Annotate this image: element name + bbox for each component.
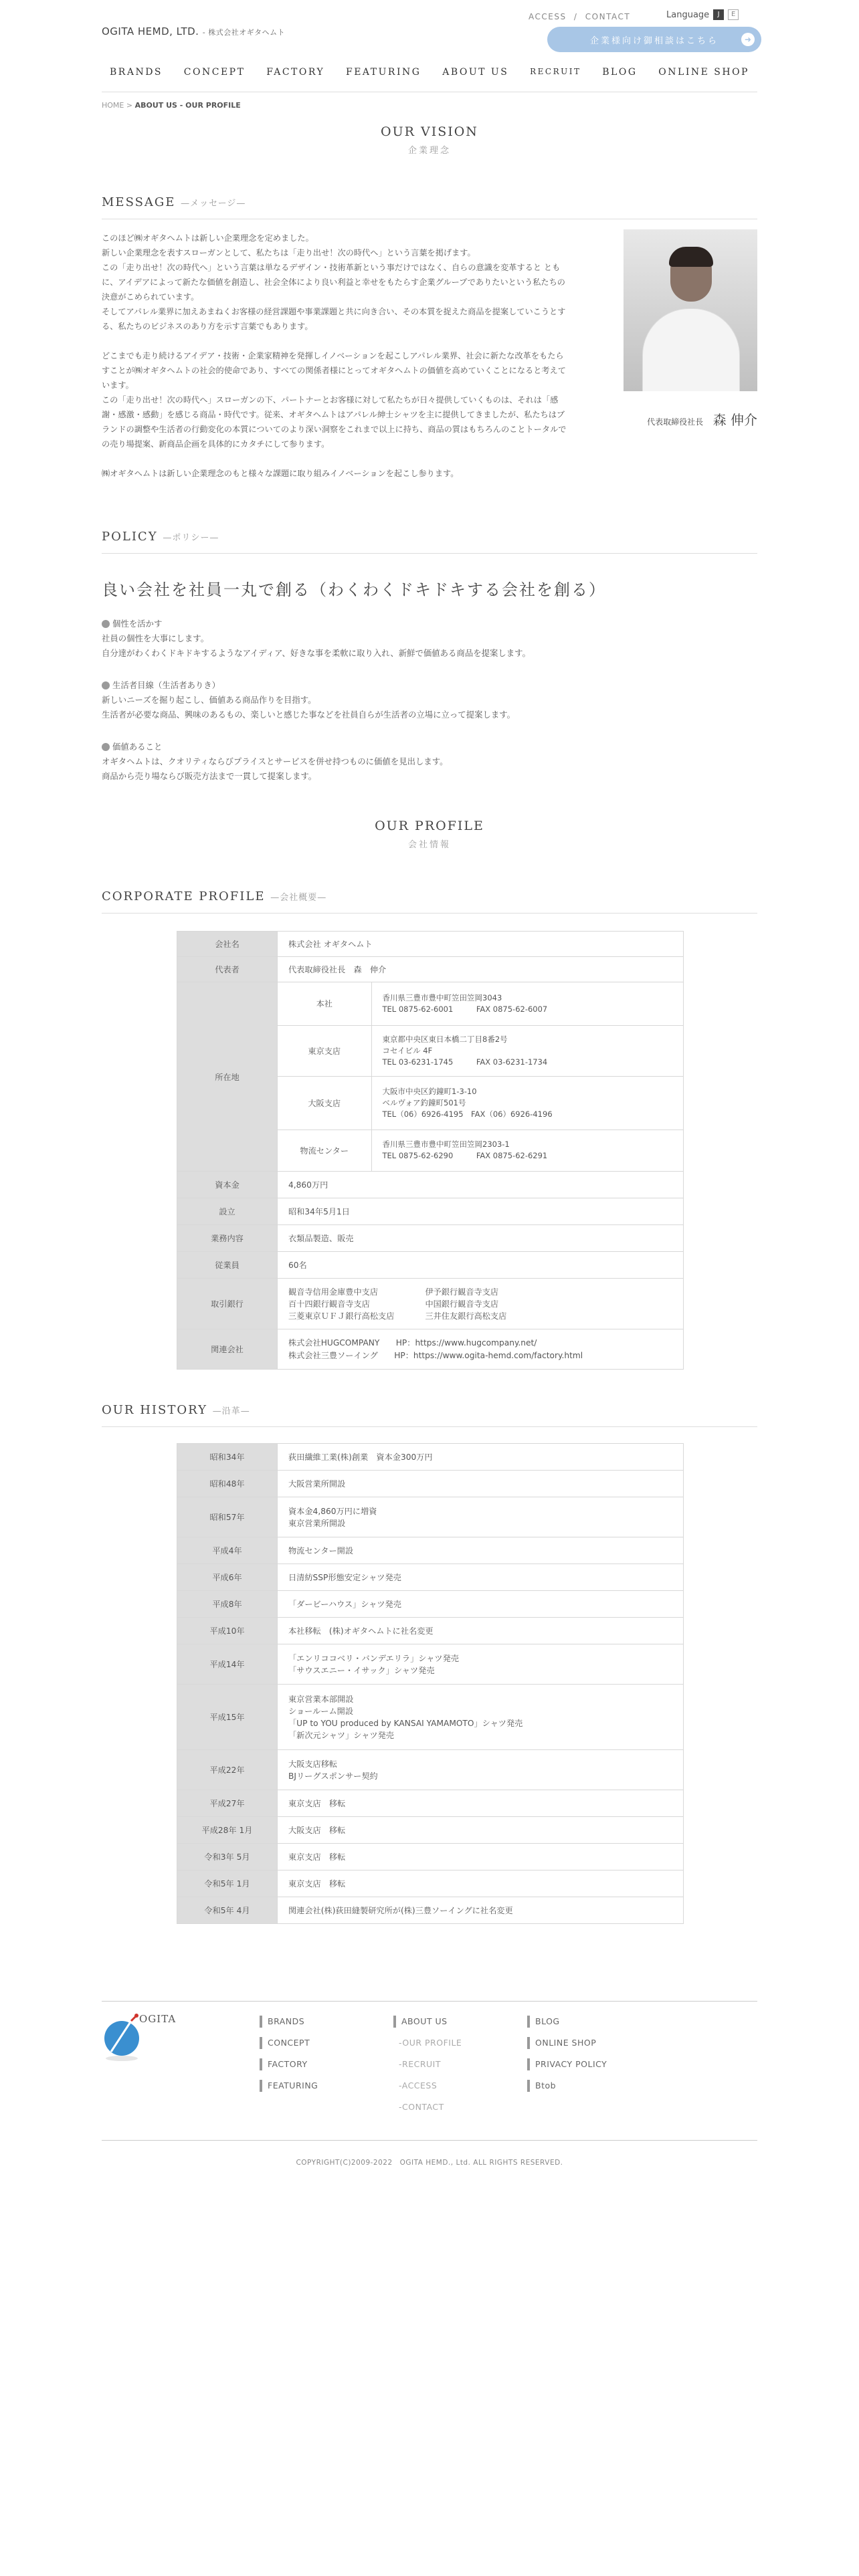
table-key: 取引銀行 <box>177 1279 278 1329</box>
policy-item-line: 新しいニーズを掘り起こし、価値ある商品作りを目指す。 <box>102 695 316 705</box>
breadcrumb-current: ABOUT US - OUR PROFILE <box>134 101 241 110</box>
policy-heading-ja: —ポリシー— <box>163 533 219 543</box>
history-year: 令和3年 5月 <box>177 1844 278 1870</box>
vision-title-en: OUR VISION <box>381 124 478 139</box>
policy-item <box>102 740 757 784</box>
footer-link-blog[interactable]: BLOG <box>527 2016 607 2028</box>
top-links-separator: / <box>573 12 578 21</box>
location-address-2: コセイビル 4F <box>382 1045 433 1055</box>
table-row <box>177 1790 684 1817</box>
table-key: 代表者 <box>177 957 278 982</box>
footer-link-concept[interactable]: CONCEPT <box>260 2037 318 2049</box>
language-label: Language <box>666 9 710 20</box>
bullet-icon <box>102 681 110 689</box>
nav-featuring[interactable]: FEATURING <box>346 67 421 78</box>
history-heading <box>102 1403 757 1427</box>
history-event: 東京支店 移転 <box>288 1852 346 1862</box>
location-row <box>278 1130 683 1171</box>
footer-link-privacy-policy[interactable]: PRIVACY POLICY <box>527 2058 607 2070</box>
policy-slogan: 良い会社を社員一丸で創る（わくわくドキドキする会社を創る） <box>102 580 606 599</box>
history-year: 平成15年 <box>177 1685 278 1750</box>
history-event: 大阪支店 移転 <box>288 1826 346 1835</box>
table-row <box>177 1870 684 1897</box>
table-row <box>177 1198 684 1225</box>
table-row <box>177 1817 684 1844</box>
history-event: 「エンリココベリ・バンデエリラ」シャツ発売 <box>288 1653 459 1663</box>
footer-col-2 <box>393 2016 462 2123</box>
table-row <box>177 1497 684 1537</box>
table-row <box>177 1252 684 1279</box>
location-name: 大阪支店 <box>278 1076 371 1130</box>
bank-item: 百十四銀行観音寺支店 <box>288 1299 370 1309</box>
profile-title-ja: 会社情報 <box>407 840 451 850</box>
table-row <box>177 1844 684 1870</box>
lang-english-button[interactable]: E <box>728 9 739 20</box>
history-year: 平成4年 <box>177 1537 278 1564</box>
history-year: 昭和34年 <box>177 1444 278 1471</box>
copyright: COPYRIGHT(C)2009-2022 OGITA HEMD., Ltd. ALL RIGHTS RESERVED. <box>296 2159 563 2167</box>
location-fax: FAX（06）6926-4196 <box>471 1109 553 1119</box>
footer-col-1 <box>260 2016 318 2101</box>
vision-title <box>0 124 859 156</box>
history-table <box>177 1443 684 1924</box>
history-event: 東京営業所開設 <box>288 1518 346 1528</box>
banks-list <box>288 1286 672 1322</box>
footer-divider <box>102 2001 757 2002</box>
bank-item: 三菱東京ＵＦＪ銀行高松支店 <box>288 1311 395 1321</box>
table-row <box>177 1897 684 1924</box>
message-body <box>102 231 571 496</box>
history-event: 「新次元シャツ」シャツ発売 <box>288 1730 394 1740</box>
profile-title <box>0 819 859 850</box>
related-company-link[interactable]: HP：https://www.ogita-hemd.com/factory.html <box>394 1350 583 1360</box>
corporate-inquiry-label: 企業様向け御相談はこちら <box>589 35 719 46</box>
nav-about-us[interactable]: ABOUT US <box>442 67 509 78</box>
history-year: 平成8年 <box>177 1591 278 1618</box>
history-event: ショールーム開設 <box>288 1706 354 1716</box>
history-event: 本社移転 (株)オギタヘムトに社名変更 <box>288 1626 434 1636</box>
table-row <box>177 1750 684 1790</box>
footer-link-brands[interactable]: BRANDS <box>260 2016 318 2028</box>
location-tel: TEL 0875-62-6290 <box>382 1151 454 1161</box>
ceo-photo <box>624 229 757 391</box>
language-switch <box>666 9 739 20</box>
table-row <box>177 1644 684 1685</box>
table-key: 設立 <box>177 1198 278 1225</box>
history-event: 資本金4,860万円に増資 <box>288 1506 377 1516</box>
history-year: 平成14年 <box>177 1644 278 1685</box>
bank-item: 三井住友銀行高松支店 <box>425 1311 507 1321</box>
site-logo[interactable] <box>102 25 285 37</box>
table-key: 業務内容 <box>177 1225 278 1252</box>
bank-item: 伊予銀行観音寺支店 <box>425 1287 499 1297</box>
history-year: 平成22年 <box>177 1750 278 1790</box>
breadcrumb-home[interactable]: HOME <box>102 101 124 110</box>
location-address: 香川県三豊市豊中町笠田笠岡3043 <box>382 992 502 1002</box>
history-event: 荻田繊維工業(株)創業 資本金300万円 <box>288 1453 433 1462</box>
history-event: 東京支店 移転 <box>288 1799 346 1808</box>
table-row <box>177 1225 684 1252</box>
breadcrumb <box>102 101 241 110</box>
footer-logo-text: OGITA <box>139 2013 177 2025</box>
ceo-caption <box>624 409 757 429</box>
global-nav <box>102 67 757 78</box>
table-value: 衣類品製造、販売 <box>278 1225 684 1252</box>
location-name: 東京支店 <box>278 1025 371 1076</box>
footer-col-3 <box>527 2016 607 2101</box>
ceo-title: 代表取締役社長 <box>647 417 704 427</box>
history-heading-en: OUR HISTORY <box>102 1403 207 1417</box>
location-address-2: ベルヴォア釣鐘町501号 <box>382 1097 466 1107</box>
table-value: 4,860万円 <box>278 1172 684 1198</box>
history-event: 「ダービーハウス」シャツ発売 <box>288 1600 401 1609</box>
history-event: 物流センター開設 <box>288 1546 354 1555</box>
message-heading-en: MESSAGE <box>102 195 176 209</box>
table-row <box>177 1591 684 1618</box>
footer-link-contact[interactable]: -CONTACT <box>399 2102 444 2112</box>
history-event: 「UP to YOU produced by KANSAI YAMAMOTO」シャツ発売 <box>288 1718 523 1728</box>
table-value: 昭和34年5月1日 <box>278 1198 684 1225</box>
footer-logo[interactable] <box>102 2010 195 2064</box>
breadcrumb-separator: > <box>126 101 133 110</box>
footer-link-about-us[interactable]: ABOUT US <box>393 2016 462 2028</box>
location-row <box>278 1076 683 1130</box>
history-year: 令和5年 1月 <box>177 1870 278 1897</box>
table-value: 代表取締役社長 森 伸介 <box>278 957 684 982</box>
nav-concept[interactable]: CONCEPT <box>183 67 246 78</box>
corporate-heading-ja: —会社概要— <box>270 893 327 903</box>
location-fax: FAX 03-6231-1734 <box>476 1057 548 1067</box>
nav-online-shop[interactable]: ONLINE SHOP <box>658 67 749 78</box>
table-row <box>177 1279 684 1329</box>
nav-brands[interactable]: BRANDS <box>110 67 163 78</box>
history-year: 昭和48年 <box>177 1471 278 1497</box>
bullet-icon <box>102 743 110 751</box>
location-row <box>278 1025 683 1076</box>
access-link[interactable]: ACCESS <box>529 12 567 21</box>
footer-link-btob[interactable]: Btob <box>527 2080 607 2092</box>
policy-heading-en: POLICY <box>102 530 158 544</box>
policy-item <box>102 617 757 661</box>
history-event: 関連会社(株)荻田縫製研究所が(株)三豊ソーイングに社名変更 <box>288 1906 513 1915</box>
location-row <box>278 982 683 1025</box>
table-row <box>177 1537 684 1564</box>
history-event: 「サウスエニー・イサック」シャツ発売 <box>288 1665 435 1675</box>
policy-item <box>102 678 757 722</box>
footer-link-access[interactable]: -ACCESS <box>399 2080 438 2090</box>
table-row <box>177 1444 684 1471</box>
ceo-name: 森 伸介 <box>712 412 757 428</box>
policy-item-title: 個性を活かす <box>112 619 163 629</box>
table-row <box>177 1471 684 1497</box>
history-year: 平成6年 <box>177 1564 278 1591</box>
policy-list <box>102 617 757 801</box>
table-key: 従業員 <box>177 1252 278 1279</box>
location-fax: FAX 0875-62-6007 <box>476 1004 548 1014</box>
nav-recruit[interactable]: RECRUIT <box>530 67 581 76</box>
nav-blog[interactable]: BLOG <box>602 67 638 78</box>
location-tel: TEL 0875-62-6001 <box>382 1004 454 1014</box>
bank-item: 中国銀行観音寺支店 <box>425 1299 499 1309</box>
table-key: 会社名 <box>177 932 278 957</box>
policy-item-title: 生活者目線（生活者ありき） <box>112 680 221 690</box>
history-event: 大阪支店移転 <box>288 1759 338 1769</box>
nav-factory[interactable]: FACTORY <box>266 67 325 78</box>
message-paragraph: ㈱オギタヘムトは新しい企業理念のもと様々な課題に取り組みイノベーションを起こし参ります。 <box>102 469 459 478</box>
history-event: 東京支店 移転 <box>288 1879 346 1889</box>
table-row <box>177 957 684 982</box>
message-paragraph: どこまでも走り続けるアイデア・技術・企業家精神を発揮しイノベーションを起こしアパレル業界、社会に新たな改革をもたらすことが㈱オギタヘムトの社会的使命であり、すべての関係者様にとってオギタヘムトの価値を高めていくことになると考えています。 この「走り出せ！次の時代へ」スローガンの下、パートナーとお客様に対して私たちが日々提供していくものは、それは「感謝・感激・感動」を感じる商品・時代です。従来、オギタヘムトはアパレル紳士シャツを主に提供してきましたが、私たちはブランドの調整や生活者の行動変化の本質についてのより深い洞察をこれまで以上に持ち、商品の質はもちろんのことトータルでの売り場提案、新商品企画を具体的にカタチにして参ります。 <box>102 351 567 449</box>
arrow-right-icon: ➜ <box>741 33 755 46</box>
location-fax: FAX 0875-62-6291 <box>476 1151 548 1161</box>
history-year: 昭和57年 <box>177 1497 278 1537</box>
table-key: 所在地 <box>177 982 278 1172</box>
table-row <box>177 1329 684 1370</box>
policy-item-line: 商品から売り場ならび販売方法まで一貫して提案します。 <box>102 771 317 781</box>
policy-item-title: 価値あること <box>112 742 163 752</box>
history-heading-ja: —沿革— <box>212 1406 250 1416</box>
related-company-name: 株式会社三豊ソーイング <box>288 1350 378 1360</box>
history-year: 令和5年 4月 <box>177 1897 278 1924</box>
location-address: 大阪市中央区釣鐘町1-3-10 <box>382 1086 477 1096</box>
policy-item-line: 自分達がわくわくドキドキするようなアイディア、好きな事を柔軟に取り入れ、新鮮で価値ある商品を提案します。 <box>102 648 531 658</box>
policy-item-line: 生活者が必要な商品、興味のあるもの、楽しいと感じた事などを社員自らが生活者の立場に立って提案します。 <box>102 710 516 720</box>
bank-item: 観音寺信用金庫豊中支店 <box>288 1287 379 1297</box>
footer-link-recruit[interactable]: -RECRUIT <box>399 2059 441 2069</box>
lang-japanese-button[interactable]: J <box>713 9 724 20</box>
locations-table <box>278 982 683 1171</box>
vision-title-ja: 企業理念 <box>407 146 451 156</box>
table-value: 60名 <box>278 1252 684 1279</box>
contact-link[interactable]: CONTACT <box>585 12 631 21</box>
top-links <box>529 12 634 21</box>
related-company-link[interactable]: HP：https://www.hugcompany.net/ <box>395 1337 537 1348</box>
corporate-table <box>177 931 684 1370</box>
corporate-heading-en: CORPORATE PROFILE <box>102 889 266 903</box>
location-tel: TEL 03-6231-1745 <box>382 1057 454 1067</box>
table-row <box>177 932 684 957</box>
history-year: 平成27年 <box>177 1790 278 1817</box>
location-name: 本社 <box>278 982 371 1025</box>
table-row <box>177 1685 684 1750</box>
footer-bottom-divider <box>102 2140 757 2141</box>
history-event: 日清紡SSP形態安定シャツ発売 <box>288 1573 401 1582</box>
location-name: 物流センター <box>278 1130 371 1171</box>
table-row <box>177 982 684 1172</box>
table-value: 株式会社 オギタヘムト <box>278 932 684 957</box>
corporate-inquiry-button[interactable] <box>547 27 761 52</box>
related-company-name: 株式会社HUGCOMPANY <box>288 1337 380 1348</box>
location-tel: TEL（06）6926-4195 <box>382 1109 464 1119</box>
corporate-heading <box>102 889 757 914</box>
table-row <box>177 1564 684 1591</box>
table-key: 資本金 <box>177 1172 278 1198</box>
table-row <box>177 1172 684 1198</box>
table-row <box>177 1618 684 1644</box>
message-heading <box>102 195 757 219</box>
history-event: 東京営業本部開設 <box>288 1694 354 1704</box>
history-year: 平成28年 1月 <box>177 1817 278 1844</box>
message-heading-ja: —メッセージ— <box>181 199 246 209</box>
policy-item-line: 社員の個性を大事にします。 <box>102 633 209 643</box>
footer-link-online-shop[interactable]: ONLINE SHOP <box>527 2037 607 2049</box>
policy-heading <box>102 530 757 554</box>
logo-subtext: - 株式会社オギタヘムト <box>202 28 286 37</box>
profile-title-en: OUR PROFILE <box>375 819 484 833</box>
footer-link-factory[interactable]: FACTORY <box>260 2058 318 2070</box>
message-paragraph: このほど㈱オギタヘムトは新しい企業理念を定めました。 新しい企業理念を表すスローガンとして、私たちは「走り出せ！次の時代へ」という言葉を掲げます。 この「走り出せ！次の時代へ」という言葉は単なるデザイン・技術革新という事だけではなく、自らの意識を変革すると ともに、アイデアによって新たな価値を創造し、社会全体により良い利益と幸せをもたらす企業グループでありたいという私たちの決意がこめられています。 そしてアパレル業界に加えあまねくお客様の経営課題や事業課題と共に向き合い、その本質を捉えた商品を提案していこうとする、私たちのビジネスのあり方を示す言葉でもあります。 <box>102 233 566 331</box>
table-key: 関連会社 <box>177 1329 278 1370</box>
footer-link-our-profile[interactable]: -OUR PROFILE <box>399 2038 462 2048</box>
history-event: 大阪営業所開設 <box>288 1479 346 1489</box>
bullet-icon <box>102 620 110 628</box>
history-event: BJリーグスポンサー契約 <box>288 1771 378 1781</box>
location-address: 東京都中央区東日本橋二丁目8番2号 <box>382 1034 508 1044</box>
location-address: 香川県三豊市豊中町笠田笠岡2303-1 <box>382 1140 510 1150</box>
footer-link-featuring[interactable]: FEATURING <box>260 2080 318 2092</box>
history-year: 平成10年 <box>177 1618 278 1644</box>
logo-text: OGITA HEMD, LTD. <box>102 25 199 37</box>
policy-item-line: オギタヘムトは、クオリティならびプライスとサービスを併せ持つものに価値を見出します。 <box>102 756 448 766</box>
